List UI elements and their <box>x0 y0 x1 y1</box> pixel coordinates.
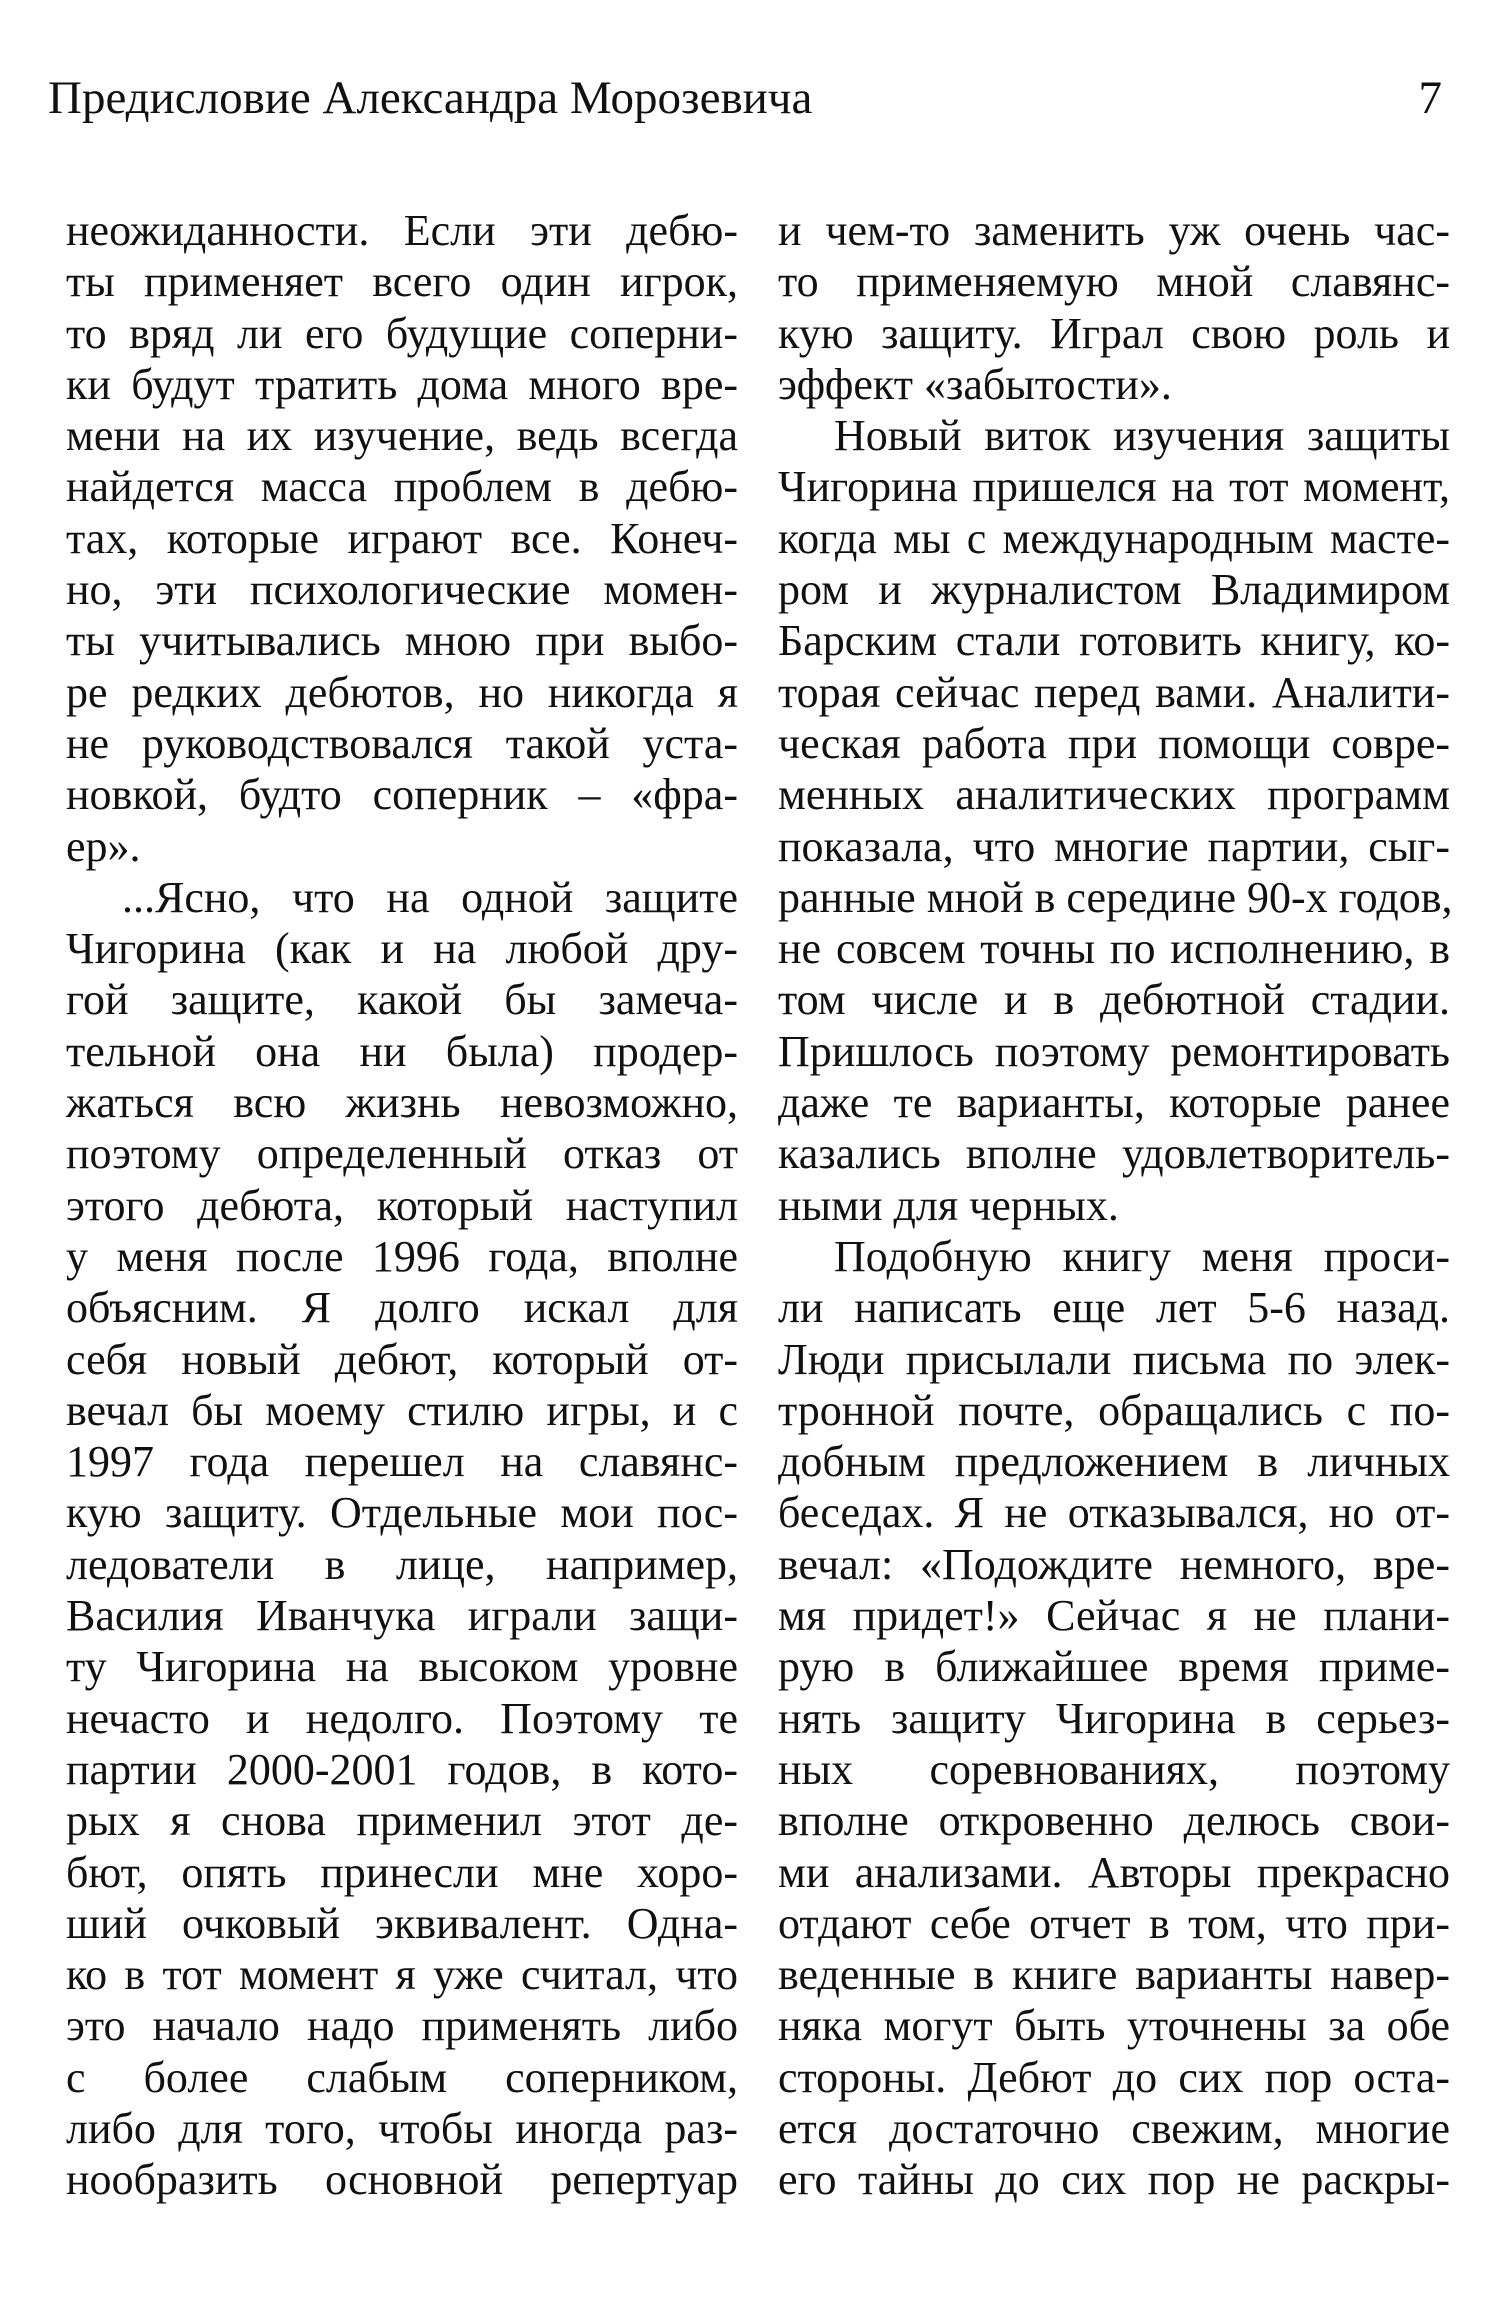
text-line: найдется масса проблем в дебю- <box>66 462 738 512</box>
text-line: Чигорина (как и на любой дру- <box>66 924 738 974</box>
running-header <box>48 68 1442 128</box>
text-line: и чем-то заменить уж очень час- <box>778 206 1450 255</box>
text-line: ли написать еще лет 5-6 назад. <box>778 1283 1450 1333</box>
text-line: торая сейчас перед вами. Аналити- <box>778 667 1450 717</box>
text-line: тельной она ни была) продер- <box>66 1026 738 1076</box>
text-line: ледователи в лице, например, <box>66 1539 738 1589</box>
text-line: это начало надо применять либо <box>66 2001 738 2051</box>
text-line: но, эти психологические момен- <box>66 565 738 615</box>
text-line: ки будут тратить дома много вре- <box>66 359 738 409</box>
text-line: вполне откровенно делюсь свои- <box>778 1796 1450 1846</box>
text-line: ных соревнованиях, поэтому <box>778 1744 1450 1794</box>
text-line: казались вполне удовлетворитель- <box>778 1129 1450 1179</box>
text-line: нообразить основной репертуар <box>66 2155 738 2205</box>
text-line: эффект «забытости». <box>778 359 1172 409</box>
left-column <box>66 205 738 2206</box>
text-line: новкой, будто соперник – «фра- <box>66 770 738 820</box>
text-line: том числе и в дебютной стадии. <box>778 975 1450 1025</box>
text-line: с более слабым соперником, <box>66 2052 738 2102</box>
text-line: мя придет!» Сейчас я не плани- <box>778 1591 1450 1641</box>
text-line: поэтому определенный отказ от <box>66 1129 738 1179</box>
text-line: ший очковый эквивалент. Одна- <box>66 1898 738 1948</box>
text-line: Василия Иванчука играли защи- <box>66 1591 738 1641</box>
text-line: ческая работа при помощи совре- <box>778 718 1450 768</box>
text-line: кую защиту. Играл свою роль и <box>778 308 1450 358</box>
text-line: ром и журналистом Владимиром <box>778 565 1450 615</box>
text-line: ранные мной в середине 90-х годов, <box>778 872 1453 922</box>
text-line: нечасто и недолго. Поэтому те <box>66 1693 738 1743</box>
text-line: рых я снова применил этот де- <box>66 1796 738 1846</box>
text-line: няка могут быть уточнены за обе <box>778 2001 1450 2051</box>
text-line: не совсем точны по исполнению, в <box>778 924 1450 974</box>
text-line: менных аналитических программ <box>778 770 1450 820</box>
text-line: ту Чигорина на высоком уровне <box>66 1642 738 1692</box>
text-line: ми анализами. Авторы прекрасно <box>778 1847 1450 1897</box>
text-line: тах, которые играют все. Конеч- <box>66 513 738 563</box>
text-line: вечал бы моему стилю игры, и с <box>66 1385 738 1435</box>
text-line: вечал: «Подождите немного, вре- <box>778 1539 1450 1589</box>
text-line: Барским стали готовить книгу, ко- <box>778 616 1450 666</box>
text-line: ты учитывались мною при выбо- <box>66 616 738 666</box>
text-line: добным предложением в личных <box>778 1437 1450 1487</box>
text-line: тронной почте, обращались с по- <box>778 1385 1450 1435</box>
text-line: отдают себе отчет в том, что при- <box>778 1898 1450 1948</box>
text-line: объясним. Я долго искал для <box>66 1283 738 1333</box>
text-line: не руководствовался такой уста- <box>66 718 738 768</box>
text-line: ты применяет всего один игрок, <box>66 257 738 307</box>
text-line: ер». <box>66 821 141 871</box>
text-line: нять защиту Чигорина в серьез- <box>778 1693 1450 1743</box>
text-line: Подобную книгу меня проси- <box>834 1231 1450 1281</box>
text-line: себя новый дебют, который от- <box>66 1334 738 1384</box>
text-line: ко в тот момент я уже считал, что <box>66 1950 738 2000</box>
text-line: Новый виток изучения защиты <box>834 411 1450 461</box>
text-line: веденные в книге варианты навер- <box>778 1950 1450 2000</box>
right-column <box>778 205 1453 2206</box>
text-line: показала, что многие партии, сыг- <box>778 821 1450 871</box>
text-line: Чигорина пришелся на тот момент, <box>778 462 1450 512</box>
text-line: рую в ближайшее время приме- <box>778 1642 1450 1692</box>
running-title: Предисловие Александра Морозевича <box>48 72 813 124</box>
text-line: гой защите, какой бы замеча- <box>66 975 738 1025</box>
text-line: когда мы с международным масте- <box>778 513 1450 563</box>
text-line: стороны. Дебют до сих пор оста- <box>778 2052 1450 2102</box>
text-line: мени на их изучение, ведь всегда <box>66 411 738 461</box>
text-line: то вряд ли его будущие соперни- <box>66 308 738 358</box>
page-number: 7 <box>1418 72 1442 124</box>
text-line: этого дебюта, который наступил <box>66 1180 738 1230</box>
text-line: бют, опять принесли мне хоро- <box>66 1847 738 1897</box>
text-line: ре редких дебютов, но никогда я <box>66 667 738 717</box>
text-line: неожиданности. Если эти дебю- <box>66 206 738 255</box>
text-line: Пришлось поэтому ремонтировать <box>778 1026 1450 1076</box>
text-line: ...Ясно, что на одной защите <box>122 872 738 922</box>
text-line: партии 2000-2001 годов, в кото- <box>66 1744 738 1794</box>
text-line: беседах. Я не отказывался, но от- <box>778 1488 1450 1538</box>
text-line: Люди присылали письма по элек- <box>778 1334 1450 1384</box>
text-line: то применяемую мной славянс- <box>778 257 1450 307</box>
text-line: у меня после 1996 года, вполне <box>66 1231 738 1281</box>
text-line: даже те варианты, которые ранее <box>778 1078 1450 1128</box>
text-line: кую защиту. Отдельные мои пос- <box>66 1488 738 1538</box>
text-line: его тайны до сих пор не раскры- <box>778 2155 1450 2205</box>
text-line: либо для того, чтобы иногда раз- <box>66 2103 738 2153</box>
text-line: ется достаточно свежим, многие <box>778 2103 1450 2153</box>
text-line: ными для черных. <box>778 1180 1119 1230</box>
text-line: жаться всю жизнь невозможно, <box>66 1078 738 1128</box>
text-line: 1997 года перешел на славянс- <box>66 1437 738 1487</box>
